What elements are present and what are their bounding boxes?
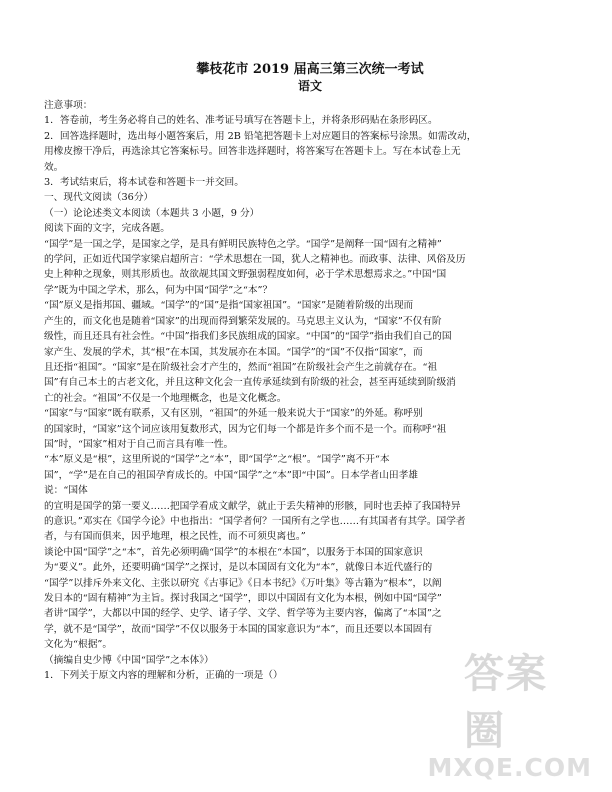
text-line: 且还指“祖国”。“国家”是在阶级社会才产生的，然而“祖国”在阶级社会产生之前就存在。“祖 [44, 361, 438, 373]
text-line: 史上种种之现象，则其形质也。故欲觇其国文野强弱程度如何，必于学术思想焉求之。”中国“国 [44, 269, 447, 281]
text-line: 3．考试结束后，将本试卷和答题卡一并交回。 [44, 177, 244, 189]
text-line: “国家”与“国家”既有联系，又有区别，“祖国”的外延一般来说大于“国家”的外延。称呼别 [44, 408, 423, 420]
text-line: 1．下列关于原文内容的理解和分析，正确的一项是（） [44, 670, 283, 682]
text-line: 为“要义”。此外，还要明确“国学”之探讨，是以本国固有文化为“本”，就像日本近代盛行的 [44, 562, 433, 574]
text-line: 的宣明是国学的第一要义……把国学看成文献学，就止于丢失精神的形骸，同时也丢掉了我国特异 [44, 500, 461, 512]
text-line: 2．回答选择题时，选出每小题答案后，用 2B 铅笔把答题卡上对应题目的答案标号涂黑。如需改动， [44, 130, 477, 142]
text-line: 谈论中国“国学”之“本”，首先必须明确“国学”的本根在“本国”，以服务于本国的国家意识 [44, 546, 423, 558]
text-line: 国”，“学”是在自己的祖国孕育成长的。中国“国学”之“本”即“中国”。日本学者山田孝雄 [44, 469, 418, 481]
diagonal-watermark: ​ [118, 480, 181, 520]
text-line: 的国家时，“国家”这个词应该用复数形式，因为它们每一个都是许多个而不是一个。而称呼“祖 [44, 423, 447, 435]
logo-chinese-text: 答案圈 [464, 651, 548, 754]
text-line: “国”原义是指邦国、疆域。“国学”的“国”是指“国家祖国”。“国家”是随着阶级的出现而 [44, 300, 414, 312]
text-line: 学，就不是“国学”，故而“国学”不仅以服务于本国的国家意识为“本”，而且还要以本国固有 [44, 623, 433, 635]
text-line: 级性，而且还具有社会性。“中国”指我们多民族组成的国家。“中国”的“国学”指由我们自己的国 [44, 331, 452, 343]
text-line: （摘编自史少博《中国“国学”之本体》） [44, 654, 214, 666]
text-line: 一、现代文阅读（36分） [44, 192, 154, 204]
text-line: 亡的社会。“祖国”不仅是一个地理概念，也是文化概念。 [44, 392, 287, 404]
text-line: 家产生、发展的学术，其“根”在本国，其发展亦在本国。“国学”的“国”不仅指“国家”，而 [44, 346, 423, 358]
text-line: 者，与有国而俱来，因乎地理，根之民性，而不可须臾离也。” [44, 531, 306, 543]
text-line: 1．答卷前，考生务必将自己的姓名、准考证号填写在答题卡上，并将条形码贴在条形码区。 [44, 115, 438, 127]
text-line: 注意事项： [44, 100, 93, 111]
text-line: 阅读下面的文字，完成各题。 [44, 223, 170, 235]
text-line: 国”时，“国家”相对于自己而言具有唯一性。 [44, 438, 234, 450]
text-line: “本”原义是“根”，这里所说的“国学”之“本”，即“国学”之“根”。“国学”离不开“本 [44, 454, 390, 466]
page-subtitle: 语文 [297, 79, 322, 93]
text-line: “国学”以排斥外来文化、主张以研究《古事记》《日本书纪》《万叶集》等古籍为“根本”，以阐 [44, 577, 442, 589]
text-line: 发日本的“固有精神”为主旨。探讨我国之“国学”，即以中国固有文化为本根，例如中国“国学” [44, 593, 442, 604]
text-line: 文化为“根据”。 [44, 639, 113, 651]
text-line: 说：“国体 [44, 485, 88, 497]
text-line: 者讲“国学”，大都以中国的经学、史学、诸子学、文学、哲学等为主要内容，偏离了“本国”之 [44, 608, 442, 620]
logo-english-text: MXQE.COM [427, 753, 592, 782]
text-line: （一）论论述类文本阅读（本题共 3 小题，9 分） [44, 207, 260, 219]
text-line: “国学”是一国之学，是国家之学，是具有鲜明民族特色之学。“国学”是阐释一国“固有之精神” [44, 238, 442, 250]
site-logo [427, 651, 604, 786]
text-line: 国”有自己本土的古老文化，并且这种文化会一直传承延续到有阶级的社会，甚至再延续到阶级消 [44, 377, 456, 389]
text-line: 效。 [44, 161, 64, 173]
text-line: 产生的，而文化也是随着“国家”的出现而得到繁荣发展的。马克思主义认为，“国家”不仅有阶 [44, 315, 442, 327]
text-line: 的学问，正如近代国学家梁启超所言：“学术思想在一国，犹人之精神也。而政事、法律、风俗及历 [44, 254, 466, 266]
page-title: 攀枝花市 2019 届高三第三次统一考试 [196, 62, 424, 77]
text-line: 用橡皮擦干净后，再选涂其它答案标号。回答非选择题时，将答案写在答题卡上。写在本试卷上无 [44, 146, 461, 158]
text-line: 学”既为中国之学术，那么，何为中国“国学”之“本”？ [44, 284, 273, 296]
document-body [44, 62, 576, 683]
text-line: 的意识。”邓实在《国学今论》中也指出：“国学者何？一国所有之学也……有其国者有其学。国学者 [44, 515, 466, 527]
text-lines [44, 98, 576, 683]
